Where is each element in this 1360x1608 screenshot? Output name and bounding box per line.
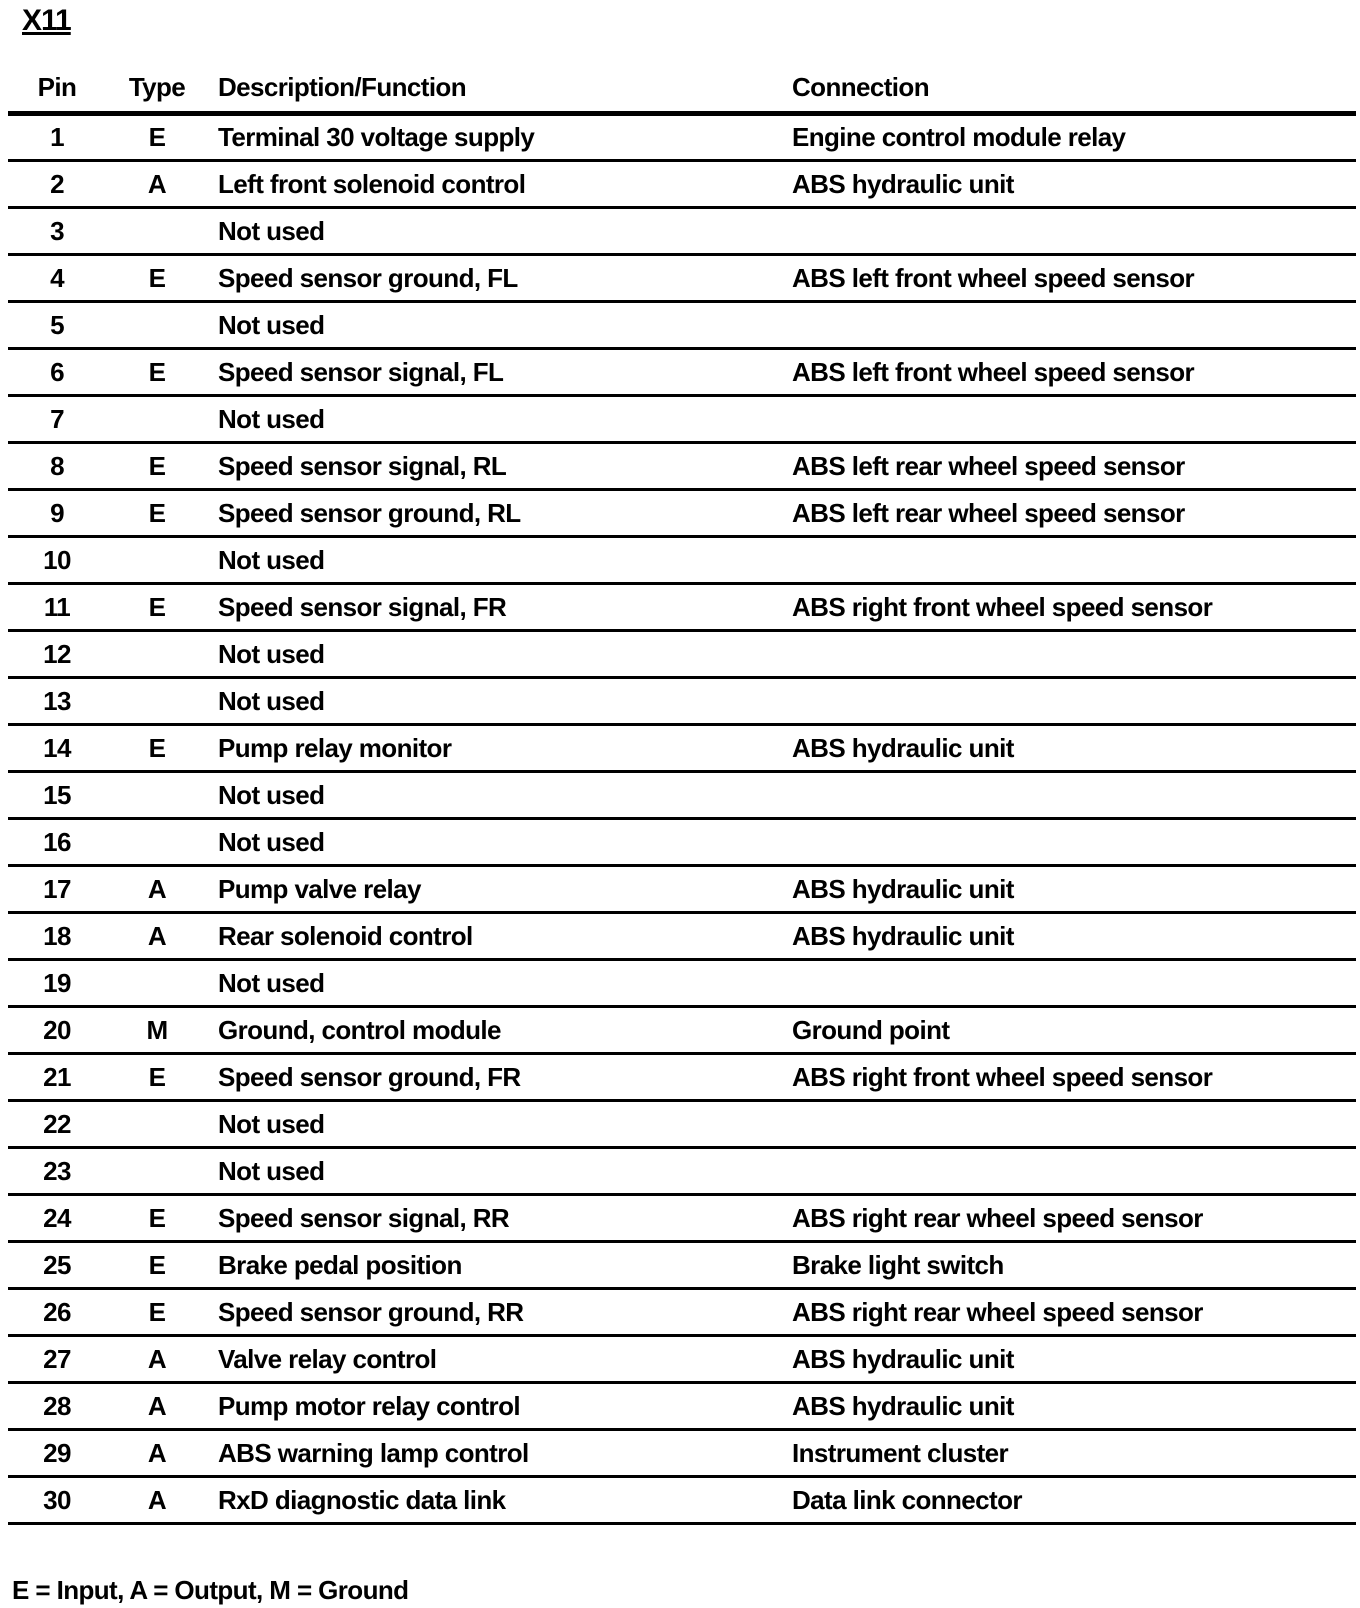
header-description: Description/Function — [218, 72, 467, 102]
connection-cell: ABS hydraulic unit — [792, 732, 1014, 763]
table-row — [8, 490, 1356, 537]
pin-cell: 7 — [50, 403, 64, 434]
description-cell: Speed sensor ground, RR — [218, 1296, 524, 1327]
description-cell: Speed sensor signal, RL — [218, 450, 507, 481]
connection-cell: ABS hydraulic unit — [792, 873, 1014, 904]
description-cell: Not used — [218, 215, 325, 246]
description-cell: Left front solenoid control — [218, 168, 526, 199]
description-cell: Pump motor relay control — [218, 1390, 520, 1421]
table-row — [8, 1054, 1356, 1101]
pin-cell: 25 — [43, 1249, 71, 1280]
table-row — [8, 349, 1356, 396]
pin-cell: 19 — [43, 967, 71, 998]
connection-cell — [792, 1148, 1356, 1195]
table-row — [8, 631, 1356, 678]
connection-cell: ABS right front wheel speed sensor — [792, 1061, 1213, 1092]
description-cell: Not used — [218, 1108, 325, 1139]
description-cell: Not used — [218, 544, 325, 575]
connection-cell — [792, 631, 1356, 678]
pin-cell: 22 — [43, 1108, 71, 1139]
pin-cell: 21 — [43, 1061, 71, 1092]
connection-cell: Instrument cluster — [792, 1437, 1009, 1468]
pin-cell: 23 — [43, 1155, 71, 1186]
pin-cell: 30 — [43, 1484, 71, 1515]
description-cell: Terminal 30 voltage supply — [218, 122, 535, 152]
type-cell: E — [148, 262, 166, 293]
type-cell: A — [147, 1390, 167, 1421]
connection-cell — [792, 678, 1356, 725]
pin-cell: 11 — [43, 591, 71, 622]
connection-cell: Brake light switch — [792, 1249, 1004, 1280]
description-cell: Not used — [218, 1155, 325, 1186]
table-row — [8, 1242, 1356, 1289]
description-cell: Brake pedal position — [218, 1249, 462, 1280]
pin-cell: 17 — [43, 873, 71, 904]
description-cell: Not used — [218, 309, 325, 340]
connection-cell: ABS left front wheel speed sensor — [792, 356, 1195, 387]
table-row — [8, 678, 1356, 725]
table-row — [8, 1477, 1356, 1524]
type-cell: A — [147, 873, 167, 904]
type-cell: A — [147, 920, 167, 951]
type-cell — [106, 631, 208, 678]
type-cell: E — [148, 122, 166, 152]
table-row — [8, 161, 1356, 208]
connection-cell: Ground point — [792, 1014, 950, 1045]
pin-cell: 29 — [43, 1437, 71, 1468]
connection-cell: ABS left rear wheel speed sensor — [792, 497, 1185, 528]
connection-cell — [792, 960, 1356, 1007]
pin-cell: 28 — [43, 1390, 71, 1421]
pin-cell: 18 — [43, 920, 71, 951]
type-cell: M — [146, 1014, 168, 1045]
pin-cell: 24 — [43, 1202, 71, 1233]
table-row — [8, 584, 1356, 631]
description-cell: Not used — [218, 779, 325, 810]
table-header-row — [8, 64, 1356, 114]
description-cell: RxD diagnostic data link — [218, 1484, 506, 1515]
table-row — [8, 302, 1356, 349]
description-cell: Pump relay monitor — [218, 732, 452, 763]
connection-cell: ABS left front wheel speed sensor — [792, 262, 1195, 293]
type-cell — [106, 819, 208, 866]
description-cell: Speed sensor signal, FL — [218, 356, 504, 387]
pin-cell: 15 — [43, 779, 71, 810]
pin-cell: 14 — [43, 732, 71, 763]
pin-cell: 16 — [43, 826, 71, 857]
type-cell: E — [148, 1249, 166, 1280]
pin-cell: 5 — [50, 309, 64, 340]
pin-cell: 6 — [50, 356, 64, 387]
table-row — [8, 913, 1356, 960]
type-cell: A — [147, 168, 167, 199]
description-cell: Speed sensor ground, FR — [218, 1061, 521, 1092]
type-cell: E — [148, 591, 166, 622]
type-cell: E — [148, 356, 166, 387]
table-row — [8, 819, 1356, 866]
description-cell: Ground, control module — [218, 1014, 501, 1045]
type-cell — [106, 678, 208, 725]
type-cell: E — [148, 1061, 166, 1092]
connection-cell: ABS left rear wheel speed sensor — [792, 450, 1185, 481]
table-row — [8, 1007, 1356, 1054]
pin-cell: 9 — [50, 497, 64, 528]
connection-cell — [792, 1101, 1356, 1148]
connection-cell: ABS right front wheel speed sensor — [792, 591, 1213, 622]
table-row — [8, 725, 1356, 772]
pin-cell: 27 — [43, 1343, 71, 1374]
table-row — [8, 1430, 1356, 1477]
pin-cell: 1 — [50, 122, 64, 152]
pin-cell: 3 — [50, 215, 64, 246]
table-row — [8, 396, 1356, 443]
type-cell: A — [147, 1484, 167, 1515]
connection-cell — [792, 772, 1356, 819]
pin-table — [8, 64, 1356, 1525]
type-cell — [106, 1101, 208, 1148]
pin-cell: 26 — [43, 1296, 71, 1327]
header-pin: Pin — [37, 72, 77, 102]
table-row — [8, 255, 1356, 302]
type-cell: E — [148, 450, 166, 481]
table-row — [8, 1336, 1356, 1383]
type-cell: E — [148, 732, 166, 763]
table-row — [8, 537, 1356, 584]
description-cell: Not used — [218, 967, 325, 998]
table-row — [8, 1148, 1356, 1195]
connection-cell: Data link connector — [792, 1484, 1022, 1515]
header-connection: Connection — [792, 72, 929, 102]
connection-cell: Engine control module relay — [792, 122, 1126, 152]
pin-cell: 12 — [43, 638, 71, 669]
type-cell — [106, 960, 208, 1007]
header-type: Type — [128, 72, 186, 102]
description-cell: Speed sensor ground, FL — [218, 262, 518, 293]
connection-cell — [792, 208, 1356, 255]
description-cell: Not used — [218, 826, 325, 857]
connection-cell: ABS hydraulic unit — [792, 1390, 1014, 1421]
connection-cell — [792, 537, 1356, 584]
table-row — [8, 1101, 1356, 1148]
table-row — [8, 1383, 1356, 1430]
pin-cell: 13 — [43, 685, 71, 716]
type-cell — [106, 1148, 208, 1195]
connection-cell — [792, 396, 1356, 443]
description-cell: Not used — [218, 685, 325, 716]
type-cell — [106, 396, 208, 443]
description-cell: Speed sensor ground, RL — [218, 497, 521, 528]
connection-cell: ABS hydraulic unit — [792, 168, 1014, 199]
table-row — [8, 1289, 1356, 1336]
connector-title: X11 — [22, 4, 71, 37]
description-cell: ABS warning lamp control — [218, 1437, 529, 1468]
connection-cell — [792, 819, 1356, 866]
table-row — [8, 443, 1356, 490]
description-cell: Valve relay control — [218, 1343, 437, 1374]
pin-table-body — [8, 114, 1356, 1524]
pin-cell: 8 — [50, 450, 64, 481]
type-cell: A — [147, 1343, 167, 1374]
description-cell: Speed sensor signal, RR — [218, 1202, 510, 1233]
pin-cell: 4 — [50, 262, 64, 293]
connection-cell — [792, 302, 1356, 349]
type-cell: A — [147, 1437, 167, 1468]
table-row — [8, 866, 1356, 913]
table-row — [8, 960, 1356, 1007]
connection-cell: ABS right rear wheel speed sensor — [792, 1202, 1203, 1233]
pin-cell: 2 — [50, 168, 64, 199]
table-row — [8, 1195, 1356, 1242]
pin-cell: 20 — [43, 1014, 71, 1045]
description-cell: Pump valve relay — [218, 873, 421, 904]
connection-cell: ABS hydraulic unit — [792, 1343, 1014, 1374]
table-row — [8, 208, 1356, 255]
type-cell: E — [148, 497, 166, 528]
type-cell — [106, 302, 208, 349]
description-cell: Rear solenoid control — [218, 920, 473, 951]
connection-cell: ABS right rear wheel speed sensor — [792, 1296, 1203, 1327]
connection-cell: ABS hydraulic unit — [792, 920, 1014, 951]
table-row — [8, 114, 1356, 161]
pin-cell: 10 — [43, 544, 71, 575]
type-cell: E — [148, 1296, 166, 1327]
type-cell — [106, 208, 208, 255]
table-row — [8, 772, 1356, 819]
type-legend: E = Input, A = Output, M = Ground — [12, 1575, 409, 1605]
description-cell: Not used — [218, 403, 325, 434]
description-cell: Not used — [218, 638, 325, 669]
type-cell — [106, 537, 208, 584]
description-cell: Speed sensor signal, FR — [218, 591, 507, 622]
type-cell: E — [148, 1202, 166, 1233]
type-cell — [106, 772, 208, 819]
